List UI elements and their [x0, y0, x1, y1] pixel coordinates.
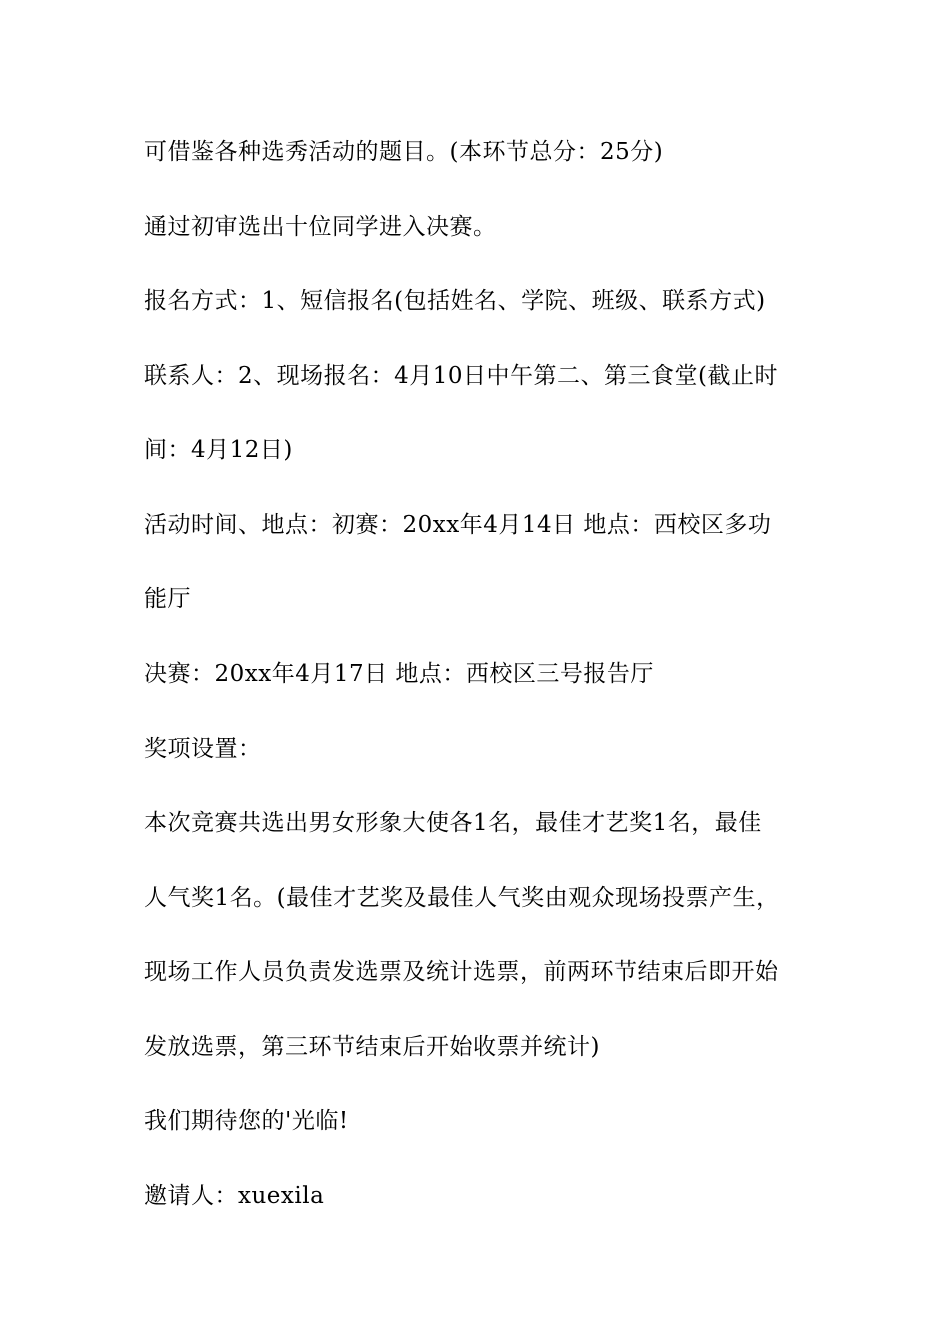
text-line: 本次竞赛共选出男女形象大使各1名，最佳才艺奖1名，最佳 [144, 810, 762, 836]
text-line: 活动时间、地点：初赛：20xx年4月14日 地点：西校区多功 [144, 512, 772, 538]
text-line: 可借鉴各种选秀活动的题目。(本环节总分：25分) [144, 139, 664, 165]
text-line: 奖项设置： [144, 736, 262, 762]
text-line: 报名方式：1、短信报名(包括姓名、学院、班级、联系方式) [144, 288, 766, 314]
text-line: 邀请人：xuexila [144, 1183, 325, 1209]
text-line: 通过初审选出十位同学进入决赛。 [144, 214, 497, 240]
text-line: 现场工作人员负责发选票及统计选票，前两环节结束后即开始 [144, 959, 779, 985]
text-line: 决赛：20xx年4月17日 地点：西校区三号报告厅 [144, 661, 654, 687]
text-line: 人气奖1名。(最佳才艺奖及最佳人气奖由观众现场投票产生， [144, 885, 780, 911]
text-line: 联系人：2、现场报名：4月10日中午第二、第三食堂(截止时 [144, 363, 779, 389]
text-line: 发放选票，第三环节结束后开始收票并统计) [144, 1034, 600, 1060]
text-line: 能厅 [144, 586, 191, 612]
text-line: 我们期待您的'光临! [144, 1108, 349, 1134]
text-line: 间：4月12日) [144, 437, 293, 463]
